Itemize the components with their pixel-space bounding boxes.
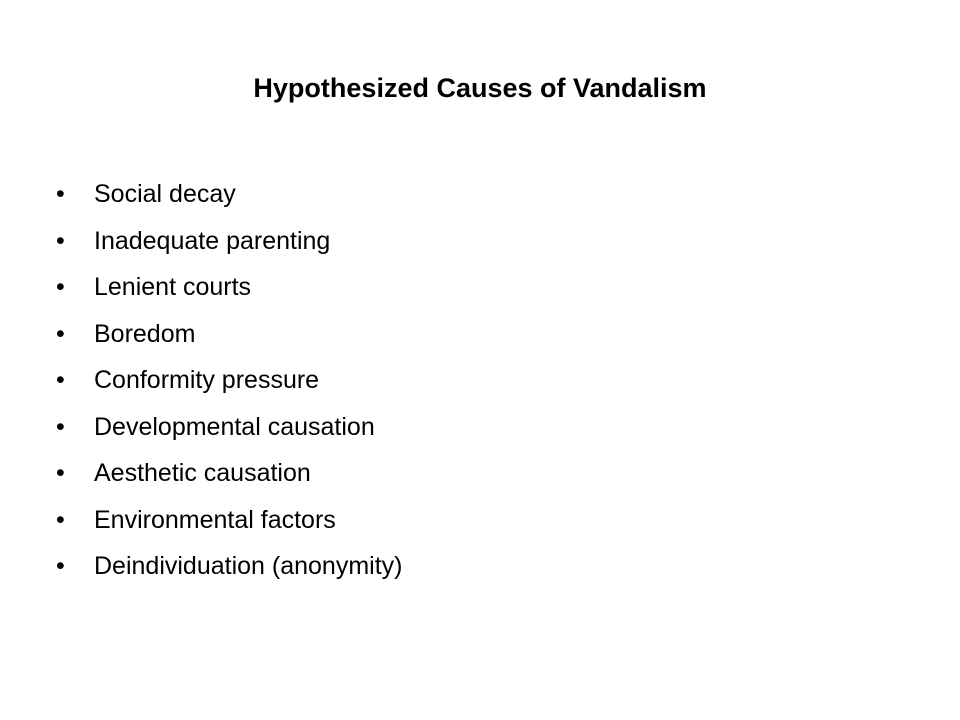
bullet-icon: • <box>56 273 65 301</box>
list-item-text: Aesthetic causation <box>94 459 311 487</box>
list-item-text: Social decay <box>94 180 236 208</box>
list-item <box>56 453 402 500</box>
list-item <box>56 174 402 221</box>
list-item <box>56 546 402 593</box>
bullet-icon: • <box>56 459 65 487</box>
list-item <box>56 314 402 361</box>
list-item-text: Environmental factors <box>94 505 336 534</box>
bullet-icon: • <box>56 319 65 348</box>
slide-title: Hypothesized Causes of Vandalism <box>253 73 707 103</box>
list-item-text: Deindividuation (anonymity) <box>94 552 403 580</box>
list-item <box>56 360 402 407</box>
list-item-text: Conformity pressure <box>94 366 320 394</box>
list-item <box>56 407 402 454</box>
bullet-icon: • <box>56 180 65 208</box>
list-item-text: Boredom <box>94 319 196 348</box>
bullet-icon: • <box>56 505 65 534</box>
list-item-text: Developmental causation <box>94 412 375 441</box>
list-item-text: Inadequate parenting <box>94 226 331 255</box>
bullet-icon: • <box>56 226 65 255</box>
bullet-list <box>56 174 402 593</box>
list-item <box>56 267 402 314</box>
list-item <box>56 221 402 268</box>
bullet-icon: • <box>56 552 65 580</box>
bullet-icon: • <box>56 412 65 441</box>
list-item-text: Lenient courts <box>94 273 252 301</box>
bullet-icon: • <box>56 366 65 394</box>
list-item <box>56 500 402 547</box>
